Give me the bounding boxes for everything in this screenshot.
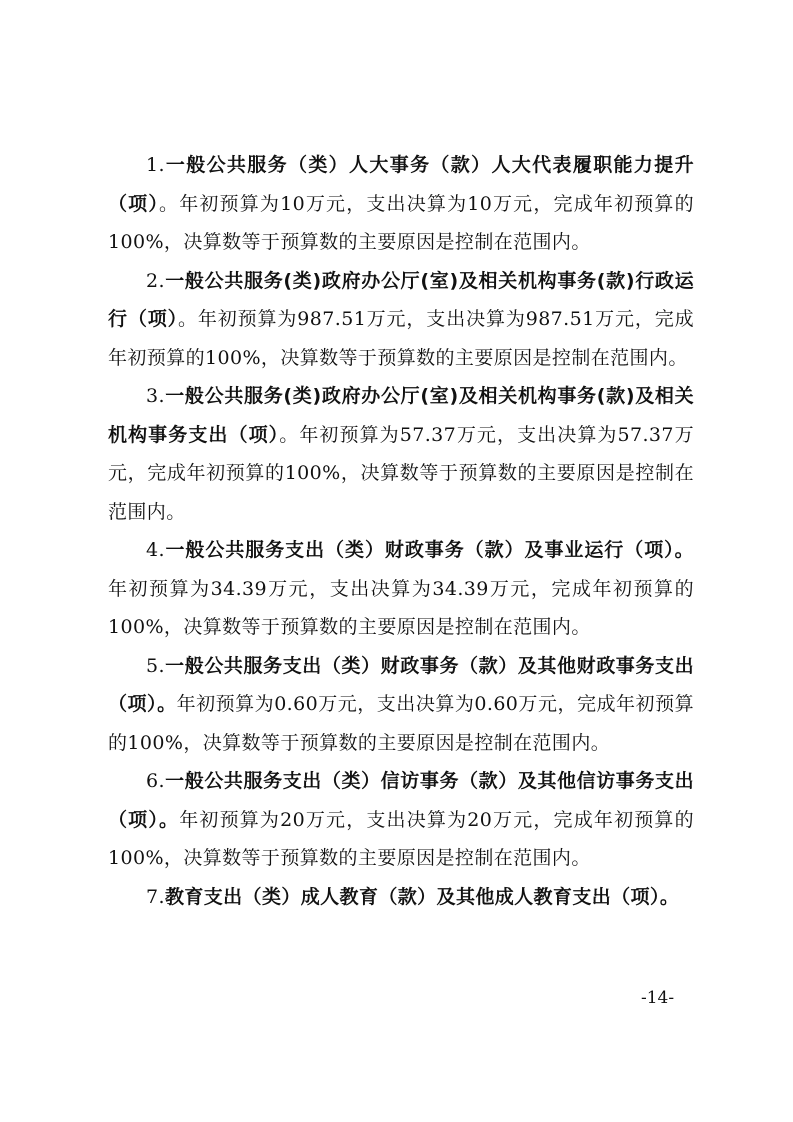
paragraph-1 <box>108 146 694 262</box>
paragraph-text: 。年初预算为987.51万元，支出决算为987.51万元，完成年初预算的100%，决算数等于预算数的主要原因是控制在范围内。 <box>108 308 694 369</box>
paragraph-heading: 一般公共服务(类)政府办公厅(室)及相关机构事务(款)行政运行（项） <box>108 269 694 330</box>
paragraph-number: 7. <box>146 885 165 908</box>
paragraph-number: 6. <box>146 770 165 792</box>
paragraph-3 <box>108 377 694 531</box>
page-number: -14- <box>641 988 675 1008</box>
paragraph-number: 4. <box>146 539 165 561</box>
paragraph-text: 。年初预算为10万元，支出决算为10万元，完成年初预算的100%，决算数等于预算数的主要原因是控制在范围内。 <box>108 192 694 253</box>
paragraph-text: 年初预算为20万元，支出决算为20万元，完成年初预算的100%，决算数等于预算数的主要原因是控制在范围内。 <box>108 808 695 869</box>
paragraph-number: 3. <box>146 385 165 407</box>
paragraph-heading: 一般公共服务支出（类）财政事务（款）及其他财政事务支出（项）。 <box>108 654 694 715</box>
paragraph-heading: 一般公共服务支出（类）信访事务（款）及其他信访事务支出（项）。 <box>108 770 694 831</box>
paragraph-7 <box>108 878 694 917</box>
paragraph-text: 年初预算为0.60万元，支出决算为0.60万元，完成年初预算的100%，决算数等于预算数的主要原因是控制在范围内。 <box>108 693 694 754</box>
document-body <box>108 146 694 916</box>
paragraph-4 <box>108 531 694 647</box>
paragraph-text: 年初预算为34.39万元，支出决算为34.39万元，完成年初预算的100%，决算数等于预算数的主要原因是控制在范围内。 <box>108 577 694 638</box>
paragraph-number: 1. <box>146 154 165 176</box>
paragraph-number: 2. <box>146 269 165 292</box>
paragraph-6 <box>108 762 694 878</box>
paragraph-heading: 一般公共服务(类)政府办公厅(室)及相关机构事务(款)及相关机构事务支出（项） <box>108 385 694 446</box>
paragraph-heading: 一般公共服务（类）人大事务（款）人大代表履职能力提升（项） <box>108 154 694 215</box>
paragraph-heading: 教育支出（类）成人教育（款）及其他成人教育支出（项）。 <box>164 885 680 908</box>
paragraph-heading: 一般公共服务支出（类）财政事务（款）及事业运行（项）。 <box>164 539 694 561</box>
paragraph-5 <box>108 647 694 763</box>
paragraph-2 <box>108 262 694 378</box>
paragraph-text: 。年初预算为57.37万元，支出决算为57.37万元，完成年初预算的100%，决算数等于预算数的主要原因是控制在范围内。 <box>108 423 694 523</box>
paragraph-number: 5. <box>146 654 165 677</box>
